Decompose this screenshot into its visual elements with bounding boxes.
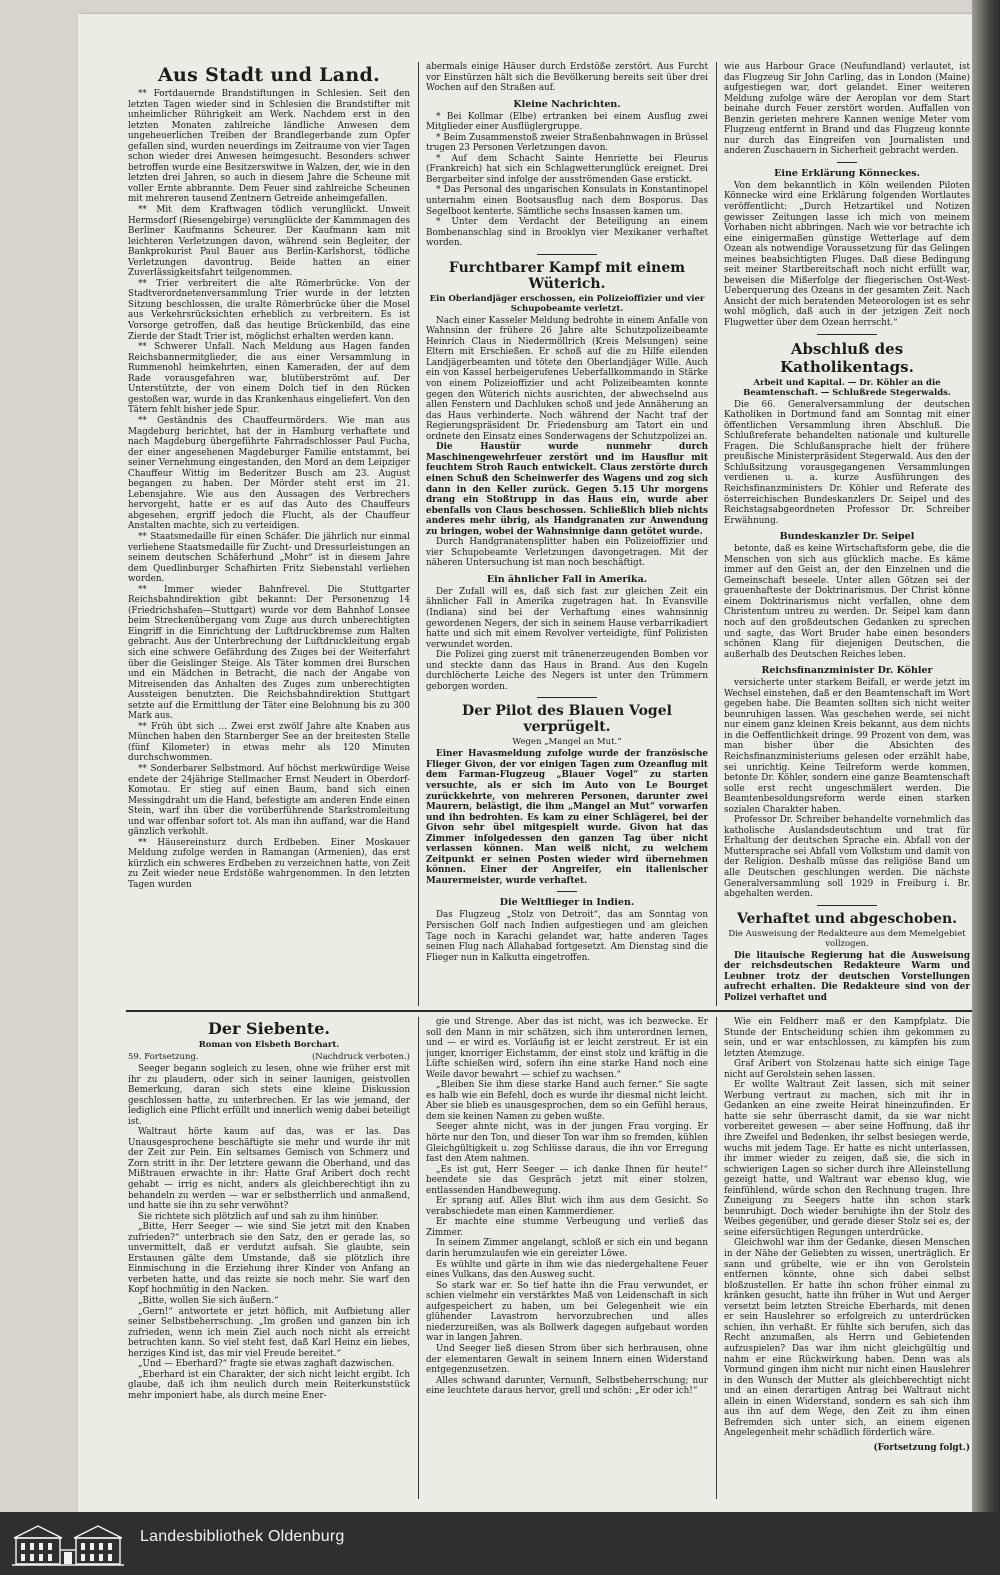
novel-paragraph: gie und Strenge. Aber das ist nicht, was ich bezwecke. Er soll den Mann in mir schätzen, sich ihm unterordnen lernen, und — er wird es. Vorläufig ist er leicht zerstreut. Er ist ein junger, knorriger Eichstamm, der einst stolz und kräftig in die Lüfte schießen wird, sofern ihn eine starke Hand noch eine Weile davor bewahrt — schief zu wachsen.“ — [426, 1017, 708, 1080]
short-news-item: * Bei Kollmar (Elbe) ertranken bei einem Ausflug zwei Mitglieder einer Ausflüglergruppe. — [426, 111, 708, 133]
news-paragraph: ** Schwerer Unfall. Nach Meldung aus Hagen fanden Reichsbannermitglieder, die aus einer Versammlung in Rummenohl heimkehrten, einen Kameraden, der auf dem Rade vorausgefahren war, blutüberströmt auf. Der Unterstützte, der von einem Dolch tief in den Rücken gestoßen war, wurde in das Krankenhaus eingeliefert. Von den Tätern fehlt bisher jede Spur. — [128, 342, 410, 416]
heading-koehler: Reichsfinanzminister Dr. Köhler — [761, 665, 933, 677]
heading-pilot: Der Pilot des Blauen Vogel verprügelt. — [462, 703, 672, 736]
short-news-item: * Unter dem Verdacht der Beteiligung an einem Bombenanschlag sind in Brooklyn vier Mexikaner verhaftet worden. — [426, 217, 708, 249]
article-katholikentag: Die 66. Generalversammlung der deutschen Katholiken in Dortmund fand am Sonntag mit einer öffentlichen Versammlung ihren Abschluß. Die Schlußreferate behandelten nationale und kulturelle Fragen. Die Schlußansprache hielt der frühere preußische Ministerpräsident Stegerwald. Aus den der Schlußsitzung vorausgegangenen Versammlungen verdienen u. a. kurze Ausführungen des Reichsfinanzministers Dr. Köhler und Referate des österreichischen Bundeskanzlers Dr. Seipel und des Reichstagsabgeordneten Professor Dr. Schreiber Erwähnung. — [724, 399, 970, 526]
article-paragraph: Durch Handgranatensplitter haben ein Polizeioffizier und vier Schupobeamte Verletzungen davongetragen. Mit der näheren Untersuchung ist man noch beschäftigt. — [426, 537, 708, 569]
news-paragraph: ** Immer wieder Bahnfrevel. Die Stuttgarter Reichsbahndirektion gibt bekannt: Der Personenzug 14 (Friedrichshafen—Stuttgart) wurde vor dem Bahnhof Lonsee beim Streckenübergang vom Zuge aus durch unberechtigten Eingriff in die Einrichtung der Luftdruckbremse zum Halten gebracht. Aus der Unterbrechung der Luftdruckleitung ergab sich eine schwere Gefährdung des Zuges bei der Weiterfahrt über die Geislinger Steige. Als Täter kommen drei Burschen und ein Mädchen in Betracht, die nach der Angabe von Mitreisenden das Anhalten des Zuges zum unberechtigten Aussteigen benutzten. Die Reichsbahndirektion Stuttgart setzte auf die Ermittlung der Täter eine Belohnung bis zu 300 Mark aus. — [128, 584, 410, 722]
novel-paragraph: „Es ist gut, Herr Seeger — ich danke Ihnen für heute!“ beendete sie das Gespräch jetzt mit einer stolzen, entlassenden Handbewegung. — [426, 1164, 708, 1196]
library-building-icon — [8, 1520, 128, 1568]
article-paragraph: Nach einer Kasseler Meldung bedrohte in einem Anfalle von Wahnsinn der frühere 26 Jahre alte Schutzpolizeibeamte Heinrich Claus in Niedermöllrich (Kreis Melsungen) seine Eltern mit Erschießen. Er schoß auf die zu Hilfe eilenden Landjägerbeamten und tötete den Oberlandjäger Wille. Auch ein von Kassel herbeigerufenes Ueberfallkommando in Stärke von einem Polizeioffizier und acht Polizeibeamten konnte gegen den Wüterich nichts ausrichten, der abwechselnd aus allen Fenstern und Dachluken schoß und jede Annäherung an das Haus verhinderte. Noch während der Nacht traf der Regierungspräsident Dr. Friedensburg am Tatort ein und ordnete den Einsatz eines Sonderwagens der Schutzpolizei an. — [426, 315, 708, 442]
heading-indien: Die Weltflieger in Indien. — [499, 897, 635, 909]
novel-column-3 — [724, 1017, 970, 1499]
heading-seipel: Bundeskanzler Dr. Seipel — [779, 531, 915, 543]
news-paragraph: ** Mit dem Kraftwagen tödlich verunglückt. Unweit Hermsdorf (Riesengebirge) verunglückte der Kammmagen des Berliner Kaufmanns Scheurer. Der Kaufmann kam mit leichteren Verletzungen davon, während sein Begleiter, der Bankprokurist Paul Bauer aus Berlin-Karlshorst, tödliche Verletzungen davontrug. Beide hatten an einer Zuverlässigkeitsfahrt teilgenommen. — [128, 205, 410, 279]
article-pilot: Einer Havasmeldung zufolge wurde der französische Flieger Givon, der vor einigen Tagen zum Ozeanflug mit dem Farman-Flugzeug „Blauer Vogel“ zu starten versuchte, als er sich im Auto von Le Bourget zurückkehrte, von mehreren Personen, darunter zwei Maurern, belästigt, die ihm „Mangel an Mut“ vorwarfen und ihn bedrohten. Es kam zu einer Schlägerei, bei der Givon sehr übel mitgespielt wurde. Givon hat das Zimmer infolgedessen den ganzen Tag über nicht verlassen können. Man weiß nicht, zu welchem Zeitpunkt er seinen Posten wieder wird übernehmen können. Einer der Angreifer, ein italienischer Maurermeister, wurde verhaftet. — [426, 749, 708, 886]
news-paragraph: ** Häusereinsturz durch Erdbeben. Einer Moskauer Meldung zufolge werden in Ramangan (Armenien), das erst kürzlich ein schweres Erdbeben zu verzeichnen hatte, von Zeit zu Zeit wieder neue Erdstöße wahrgenommen. In den letzten Tagen wurden — [128, 837, 410, 891]
article-list — [128, 89, 410, 891]
novel-paragraph: „Bitte, wollen Sie sich äußern.“ — [138, 1296, 279, 1307]
novel-paragraph: In seinem Zimmer angelangt, schloß er sich ein und begann darin herumzulaufen wie ein gereizter Löwe. — [426, 1238, 708, 1260]
article-indien: Das Flugzeug „Stolz von Detroit“, das am Sonntag von Persischen Golf nach Indien aufgestiegen und am gleichen Tage noch in Karachi gelandet war, hatte anderen Tages seinen Flug nach Allahabad fortgesetzt. Am Dienstag sind die Flieger nun in Kalkutta eingetroffen. — [426, 910, 708, 963]
novel-paragraph: Seeger ahnte nicht, was in der jungen Frau vorging. Er hörte nur den Ton, und dieser Ton war ihm so fremden, kühlen Gleichgültigkeit u. zog Schlüsse daraus, die ihn vor Erregung fast den Atem nahmen. — [426, 1122, 708, 1165]
novel-paragraph: „Eberhard ist ein Charakter, der sich nicht leicht ergibt. Ich glaube, daß ich ihm neulich durch mein Reiterkunststück mehr imponiert habe, als durch meine Ener- — [128, 1369, 410, 1401]
column-middle — [426, 62, 708, 1006]
news-paragraph: ** Staatsmedaille für einen Schäfer. Die jährlich nur einmal verliehene Staatsmedaille für Zucht- und Dressurleistungen an seinem deutschen Schäferhund „Mohr“ ist in diesem Jahre dem Quedlinburger Schafhirten Fritz Siebenstahl verliehen worden. — [128, 531, 410, 585]
heading-amerika: Ein ähnlicher Fall in Amerika. — [486, 573, 648, 585]
novel-installment: 59. Fortsetzung. — [128, 1052, 199, 1062]
news-paragraph: ** Trier verbreitert die alte Römerbrücke. Von der Stadtverordnetenversammlung Trier wurde in der letzten Sitzung beschlossen, die uralte Römerbrücke über die Mosel aus Verkehrsrücksichten erheblich zu verbreitern. Es ist Vorsorge getroffen, daß das heutige Brückenbild, das eine Zierde der Stadt Trier ist, möglichst erhalten werden kann. — [128, 278, 410, 342]
subheading-katholikentag: Arbeit und Kapital. — Dr. Köhler an die Beamtenschaft. — Schlußrede Stegerwalds. — [743, 377, 951, 398]
novel-byline: Roman von Elsbeth Borchart. — [198, 1040, 340, 1050]
novel-paragraph: So stark war er. So tief hatte ihn die Frau verwundet, er schien vielmehr ein verstärktes Maß von Leidenschaft in sich aufgespeichert zu haben, um bei Gelegenheit wie ein glühender Lavastrom hervorzubrechen und alles niederzureißen, was als Bollwerk dagegen aufgebaut worden war in langen Jahren. — [426, 1280, 708, 1344]
novel-paragraph: „Bitte, Herr Seeger — wie sind Sie jetzt mit den Knaben zufrieden?“ unterbrach sie den Satz, den er gerade las, so unvermittelt, daß er verdutzt aufsah. Sie glaubte, sein Erstaunen gälte dem Umstande, daß sie plötzlich ihre Einmischung in die Erziehung ihrer Kinder von Anfang an verbeten hatte, und das reizte sie noch mehr. Sie warf den Kopf hochmütig in den Nacken. — [128, 1222, 410, 1296]
subheading-kampf: Ein Oberlandjäger erschossen, ein Polizeioffizier und vier Schupobeamte verletzt. — [429, 293, 705, 314]
column-aus-stadt-und-land — [128, 62, 410, 1006]
novel-paragraph: Und Seeger ließ diesen Strom über sich herbrausen, ohne der elementaren Gewalt in seinem Innern einen Widerstand entgegenzusetzen. — [426, 1343, 708, 1376]
novel-paragraph: „Und — Eberhard?“ fragte sie etwas zaghaft dazwischen. — [138, 1359, 395, 1370]
novel-paragraph: Er wollte Waltraut Zeit lassen, sich mit seiner Werbung vertraut zu machen, sich mit ihr in Gedanken an eine zweite Heirat hineinzufinden. Er hatte sie sehr überrascht damit, da sie war nicht vorbereitet gewesen — aber seine Hoffnung, daß ihr ihre Zweifel und Bedenken, ihr selbst besiegen werde, wuchs mit jedem Tage. Er hatte es nicht unterlassen, ihr immer wieder zu zeigen, daß sie, die sich in schwierigen Lagen so sicher durch ihre Alleinstellung gezeigt hatte, und Waltraut war ebenso klug, wie feinfühlend, würde schon den Rechnung tragen. Ihre Zuneigung zu Seegers hatte ihn schon stark beunruhigt. Doch wieder beruhigte ihn der Stolz des Weibes gegenüber, und gerade dieser Stolz sei es, der seine eifersüchtigen Regungen unterdrücke. — [724, 1080, 970, 1238]
novel-paragraph: „Gern!“ antwortete er jetzt höflich, mit Aufbietung aller seiner Selbstbeherrschung. „Im großen und ganzen bin ich zufrieden, wenn ich mein Ziel auch noch nicht als erreicht betrachten kann. So viel steht fest, daß Karl Heinz ein liebes, herziges Kind ist, das mir viel Freude bereitet.“ — [128, 1306, 410, 1359]
news-paragraph: ** Fortdauernde Brandstiftungen in Schlesien. Seit den letzten Tagen wieder sind in Schlesien die Brandstifter mit unheimlicher Rührigkeit am Werk. Nachdem erst in den letzten Monaten zahlreiche ländliche Anwesen dem ungeheuerlichen Treiben der Brandlegerbande zum Opfer gefallen sind, wurden neuerdings im Zeitraume von vier Tagen schon wieder drei Anwesen heimgesucht. Besonders schwer betroffen wurde eine Besitzerswitwe in Walzen, der, wie in den letzten drei Jahren, so auch in diesem Jahre die Scheune mit voller Ernte abbrannte. Dem Feuer sind zahlreiche Scheunen mit mehreren tausend Zentnern Getreide anheimgefallen. — [128, 89, 410, 205]
novel-paragraph: Seeger begann sogleich zu lesen, ohne wie früher erst mit ihr zu plaudern, oder sich in seiner launigen, geistvollen Bemerkung, daran sich stets eine kleine Diskussion geschlossen hatte, zu unterbrechen. Er las wie jemand, der lediglich eine Pflicht erfüllt und innerlich wenig dabei beteiligt ist. — [128, 1064, 410, 1127]
novel-text-2 — [426, 1017, 708, 1397]
article-seipel: betonte, daß es keine Wirtschaftsform gebe, die die Menschen von sich aus glücklich mache. Es käme immer auf den Geist an, der den Einzelnen und die Gemeinschaft beseele. Unter allen Götzen sei der grauenhafteste der Doktrinarismus. Der Christ könne einem Doktrinarismus nicht verfallen, ohne dem Christentum untreu zu werden. Dr. Seipel kam dann noch auf den großdeutschen Gedanken zu sprechen und sagte, das Wort Bruder habe einen besonders schönen Klang für diejenigen Deutschen, die außerhalb des Deutschen Reiches leben. — [724, 544, 970, 660]
article-schreiber: Professor Dr. Schreiber behandelte vornehmlich das katholische Auslandsdeutschtum und trat für Erhaltung der deutschen Sprache ein. Abfall von der Muttersprache sei Abfall vom Volkstum und damit von der Religion. Deshalb müsse das religiöse Band um alle Deutschen geschlungen werden. Die nächste Generalversammlung soll 1929 in Freiburg i. Br. abgehalten werden. — [724, 815, 970, 900]
book-spine — [972, 0, 1000, 1575]
short-news-item: * Das Personal des ungarischen Konsulats in Konstantinopel unternahm einen Bootsausflug nach dem Bosporus. Das Segelboot kenterte. Sämtliche sechs Insassen kamen um. — [426, 185, 708, 217]
news-paragraph: ** Früh übt sich ... Zwei erst zwölf Jahre alte Knaben aus München haben den Starnberger See an der breitesten Stelle (fünf Kilometer) in etwas mehr als 120 Minuten durchschwommen. — [128, 721, 410, 764]
novel-paragraph: „Bleiben Sie ihm diese starke Hand auch ferner.“ Sie sagte es halb wie ein Befehl, doch es wurde ihr diesmal nicht leicht. Aber sie blieb es unausgesprochen, dem so ein Gefühl heraus, dem sie keinen Namen zu geben wußte. — [426, 1080, 708, 1122]
article-paragraph: Der Zufall will es, daß sich fast zur gleichen Zeit ein ähnlicher Fall in Amerika zugetragen hat. In Evansville (Indiana) sind bei der Verhaftung eines wahnsinnig gewordenen Negers, der sich in seinem Hause verbarrikadiert hatte und sich mit einem Revolver verteidigte, fünf Polizisten verwundet worden. — [426, 586, 708, 650]
novel-paragraph: Alles schwand darunter, Vernunft, Selbstbeherrschung; nur eine leuchtete daraus hervor, grell und schön: „Er oder ich!“ — [426, 1375, 708, 1397]
continuation-note: (Fortsetzung folgt.) — [873, 1442, 970, 1453]
newspaper-page — [78, 14, 974, 1512]
novel-column-2 — [426, 1017, 708, 1499]
subheading-verhaftet: Die Ausweisung der Redakteure aus dem Memelgebiet vollzogen. — [728, 928, 966, 949]
heading-kleine-nachrichten: Kleine Nachrichten. — [513, 98, 621, 110]
continued-text: wie aus Harbour Grace (Neufundland) verlautet, ist das Flugzeug Sir John Carling, das in London (Maine) aufgestiegen war, dort gelandet. Einer weiteren Meldung zufolge wäre der Aeroplan vor dem Start beinahe durch Feuer zerstört worden. Auffallen von Benzin gerieten mehrere Kannen wenige Meter vom Flugzeug entfernt in Brand und das Flugzeug konnte nur durch das Eingreifen von Journalisten und anderen Zuschauern in Sicherheit gebracht werden. — [724, 62, 970, 157]
novel-paragraph: Es wühlte und gärte in ihm wie das niedergehaltene Feuer eines Vulkans, das den Ausweg sucht. — [426, 1259, 708, 1281]
column-right — [724, 62, 970, 1006]
library-name: Landesbibliothek Oldenburg — [140, 1528, 345, 1545]
subheading-pilot: Wegen „Mangel an Mut.“ — [512, 737, 622, 748]
article-koennecke: Von dem bekanntlich in Köln weilenden Piloten Könnecke wird eine Erklärung folgenden Wortlautes veröffentlicht: „Durch Hetzartikel und Notizen gewisser Zeitungen lasse ich mich von meinem Vorhaben nicht abbringen. Nach wie vor betrachte ich eine einigermaßen günstige Wetterlage auf dem Ozean als notwendige Voraussetzung für das Gelingen meines beabsichtigten Fluges. Daß diese Bedingung seit meiner Startbereitschaft noch nicht erfüllt war, beweisen die Mißerfolge der fliegerischen Ost-West-Ueberquerung des Ozeans in der gesamten Zeit. Nach Ansicht der mich beratenden Meteorologen ist es sehr wohl möglich, daß auch in der jetzigen Zeit noch Flugwetter über dem Ozean herrscht.“ — [724, 180, 970, 329]
short-news-item: * Beim Zusammenstoß zweier Straßenbahnwagen in Brüssel trugen 23 Personen Verletzungen davon. — [426, 132, 708, 154]
article-amerika — [426, 587, 708, 692]
novel-paragraph: Waltraut hörte kaum auf das, was er las. Das Unausgesprochene beschäftigte sie mehr und wurde ihr mit der Zeit zur Pein. Ein seltsames Gemisch von Schmerz und Zorn stritt in ihr. Der letztere gewann die Oberhand, und das Mißtrauen erwachte in ihr: Hatte Graf Aribert doch recht gehabt — irrig es nicht, anders als gleichberechtigt ihn zu behandeln zu werden — war er selbstherrlich und anmaßend, und hatte sie ihn zu sehr verwöhnt? — [128, 1127, 410, 1212]
short-news-list — [426, 112, 708, 249]
article-verhaftet: Die litauische Regierung hat die Ausweisung der reichsdeutschen Redakteure Warm und Leubner trotz der deutschen Vorstellungen aufrecht erhalten. Die Redakteure sind von der Polizei verhaftet und — [724, 950, 970, 1003]
article-koehler: versicherte unter starkem Beifall, er werde jetzt im Wechsel einstehen, daß er den Beamtenschaft im Wort gegeben habe. Die Beamten sollten sich nicht weiter beunruhigen lassen. Was geschehen werde, sei nicht nur einem ganz kleinen Kreis bekannt, aus dem nichts in die Oeffentlichkeit dringe. 99 Prozent von dem, was man bisher über die Absichten des Reichsfinanzministeriums gelesen oder erzählt habe, sei unrichtig. Keine Teilreform werde kommen, betonte Dr. Köhler, sondern eine ganze Beamtenschaft solle erst recht ungeschmälert werden. Die Beamtenbesoldungsreform werde einen starken sozialen Charakter haben. — [724, 678, 970, 815]
article-kampf — [426, 316, 708, 569]
news-paragraph: ** Sonderbarer Selbstmord. Auf höchst merkwürdige Weise endete der 24jährige Stellmacher Ernst Neudert in Oberdorf-Komotau. Er stieg auf einen Baum, band sich einen Messingdraht um die Hand, befestigte am anderen Ende einen Stein, warf ihn über die vorüberführende Starkstromleitung und war offenbar sofort tot. Als man ihn auffand, war die Hand gänzlich verkohlt. — [128, 764, 410, 838]
novel-paragraph: Er machte eine stumme Verbeugung und verließ das Zimmer. — [426, 1217, 708, 1238]
short-news-item: * Auf dem Schacht Sainte Henriette bei Fleurus (Frankreich) hat sich ein Schlagwetterunglück ereignet. Drei Bergarbeiter sind infolge der ausströmenden Gase erstickt. — [426, 153, 708, 185]
article-paragraph: Die Haustür wurde nunmehr durch Maschinengewehrfeuer zerstört und im Hausflur mit feuchtem Stroh Rauch entwickelt. Claus zerstörte durch einen Schuß den Scheinwerfer des Wagens und zog sich dann in den Keller zurück. Gegen 5.15 Uhr morgens drang ein Stoßtrupp in das Haus ein, wurde aber ebenfalls von Claus beschossen. Schließlich blieb nichts anderes mehr übrig, als Handgranaten zur Anwendung zu bringen, wobei der Wahnsinnige dann getötet wurde. — [426, 442, 708, 537]
novel-column-1 — [128, 1017, 410, 1499]
news-paragraph: ** Geständnis des Chauffeurmörders. Wie man aus Magdeburg berichtet, hat der in Hamburg verhaftete und nach Magdeburg übergeführte Fahrradschlosser Paul Fucha, der einer angesehenen Magdeburger Familie entstammt, bei seiner Vernehmung eingestanden, den Mord an dem Leipziger Chauffeur Wittig im Bederitzer Busch am 23. August begangen zu haben. Der Mörder steht erst im 21. Lebensjahre. Wie aus den Aussagen des Verbrechers hervorgeht, hatte er es auf das Auto des Chauffeurs abgesehen, ergriff jedoch die Flucht, als der Chauffeur Anstalten machte, sich zu verteidigen. — [128, 415, 410, 532]
novel-paragraph: Sie richtete sich plötzlich auf und sah zu ihm hinüber. — [138, 1211, 379, 1222]
library-footer — [0, 1512, 1000, 1575]
novel-title: Der Siebente. — [207, 1019, 330, 1038]
novel-text-3 — [724, 1017, 970, 1439]
novel-text-1 — [128, 1064, 410, 1402]
article-paragraph: Die Polizei ging zuerst mit tränenerzeugenden Bomben vor und steckte dann das Haus in Brand. Aus den Kugeln durchlöcherte Leiche des Negers ist unter den Trümmern geborgen worden. — [426, 650, 708, 692]
novel-rights: (Nachdruck verboten.) — [311, 1052, 410, 1062]
heading-koennecke: Eine Erklärung Könneckes. — [774, 167, 920, 179]
novel-paragraph: Graf Aribert von Stolzenau hatte sich einige Tage nicht auf Gerolstein sehen lassen. — [724, 1059, 970, 1080]
heading-katholikentag: Abschluß des Katholikentags. — [780, 339, 914, 376]
continued-text: abermals einige Häuser durch Erdstöße zerstört. Aus Furcht vor Einstürzen hält sich die Bevölkerung bereits seit über drei Wochen auf den Straßen auf. — [426, 62, 708, 94]
heading-verhaftet: Verhaftet und abgeschoben. — [736, 910, 958, 927]
section-title-aus-stadt-und-land: Aus Stadt und Land. — [158, 64, 380, 86]
novel-paragraph: Gleichwohl war ihm der Gedanke, diesen Menschen in der Nähe der Geliebten zu wissen, unerträglich. Er sann und grübelte, wie er ihn von Gerolstein entfernen könnte, ohne sich dabei selbst bloßzustellen. Er hatte ihn schon früher einmal zu kränken gesucht, hatte ihn früher in Wut und Aerger versetzt beim letzten Streiche Eberhards, mit denen er sein Hauslehrer so erfolgreich zu unterdrücken schien, ihn verhaßt. Er fühlte sich berufen, sich das Recht anzumaßen, als Herrn und Gebietenden aufzuspielen? Das war ihm nicht gleichgültig und nahm er eine Rückwirkung haben. Denn was als Vormund gingen ihm nicht nur nicht einen Hauslehrer in den Wunsch der Mutter als gleichberechtigt nicht und an einen derartigen Antrag bei Waltraut nicht allein in einen Widerstand, sondern es sah sich ihm aus ihn auf dem Wege, den Zeit zu ihm einen Befremden sich unter sich, an einem eigenen Angelegenheit mehr schädlich förderlich wäre. — [724, 1238, 970, 1439]
novel-paragraph: Er sprang auf. Alles Blut wich ihm aus dem Gesicht. So verabschiedete man einen Kammerdiener. — [426, 1196, 708, 1217]
novel-paragraph: Wie ein Feldherr maß er den Kampfplatz. Die Stunde der Entscheidung schien ihm gekommen zu sein, und er war entschlossen, zu kämpfen bis zum letzten Atemzuge. — [724, 1017, 970, 1059]
heading-furchtbarer-kampf: Furchtbarer Kampf mit einem Wüterich. — [448, 259, 686, 292]
